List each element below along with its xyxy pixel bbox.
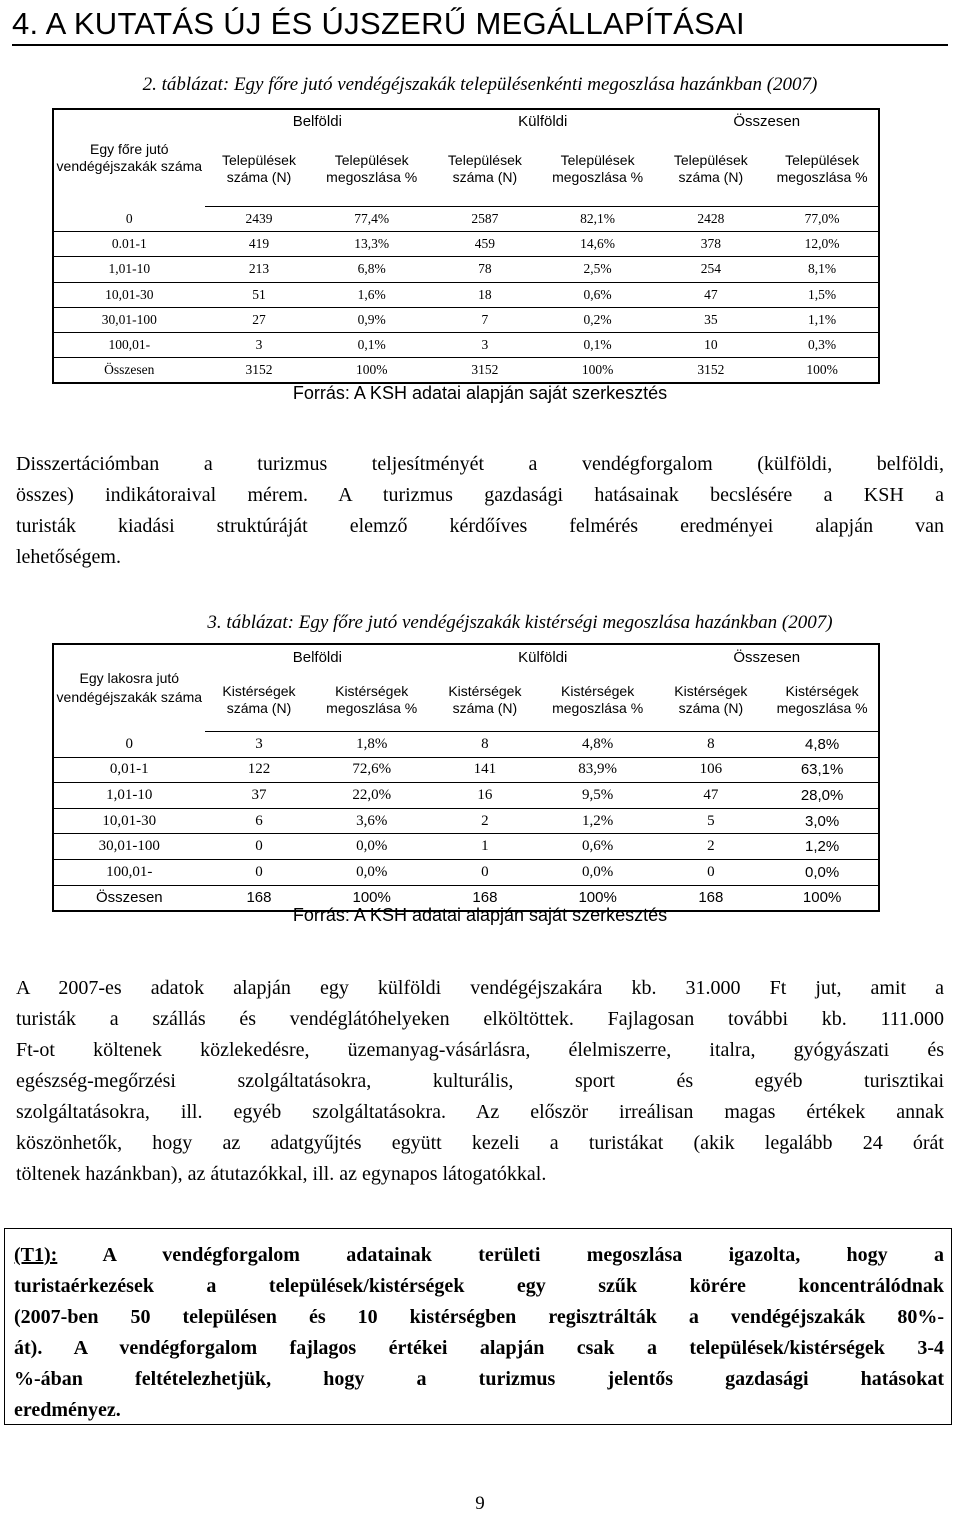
table-cell: 1,2% — [766, 834, 879, 860]
table-cell: 18 — [430, 282, 540, 307]
row-label: Összesen — [104, 362, 155, 378]
thesis-text — [14, 1240, 944, 1426]
table-cell: 7 — [430, 307, 540, 332]
table-cell: 419 — [205, 232, 314, 257]
text-line: Disszertációmban a turizmus teljesítményét a vendégforgalom (külföldi, belföldi, — [16, 453, 944, 475]
table2 — [52, 108, 880, 384]
text-line: töltenek hazánkban), az átutazókkal, ill. az egynapos látogatókkal. — [16, 1163, 547, 1185]
table-cell: 2428 — [655, 207, 766, 232]
table-cell: 0,6% — [540, 834, 656, 860]
table-cell: 100% — [352, 889, 391, 907]
row-label: 10,01-30 — [53, 808, 205, 834]
row-label: 100,01- — [53, 332, 205, 357]
table-cell: 3 — [430, 332, 540, 357]
table-cell: 3,6% — [313, 808, 430, 834]
table2-col-pct: Települések megoszlása % — [766, 132, 879, 207]
table-row — [53, 783, 879, 809]
table-cell: 6,8% — [313, 257, 430, 282]
table-cell: 16 — [430, 783, 540, 809]
table-row — [53, 757, 879, 783]
table-cell: 14,6% — [540, 232, 656, 257]
table-cell: 2 — [430, 808, 540, 834]
text-line: A 2007-es adatok alapján egy külföldi vendégéjszakára kb. 31.000 Ft jut, amit a — [16, 977, 944, 999]
table-cell: 78 — [430, 257, 540, 282]
table-cell: 0,9% — [313, 307, 430, 332]
table-cell: 100% — [355, 362, 388, 378]
table-cell: 254 — [655, 257, 766, 282]
table-row — [53, 732, 879, 758]
table-row — [53, 808, 879, 834]
row-label: 1,01-10 — [53, 783, 205, 809]
table2-group-osszesen: Összesen — [733, 112, 801, 130]
page-number: 9 — [475, 1493, 485, 1514]
table-cell: 51 — [205, 282, 314, 307]
table-row — [53, 859, 879, 885]
table3-col-pct: Kistérségek megoszlása % — [766, 669, 879, 732]
table-cell: 141 — [430, 757, 540, 783]
table-cell: 22,0% — [313, 783, 430, 809]
table3-col-n: Kistérségek száma (N) — [655, 669, 766, 732]
table-cell: 1 — [430, 834, 540, 860]
table-cell: 77,4% — [313, 207, 430, 232]
text-line: köszönhetők, hogy az adatgyűjtés együtt kezeli a turistákat (akik legalább 24 órát — [16, 1132, 944, 1154]
paragraph-2 — [16, 973, 944, 1190]
table3-col-pct: Kistérségek megoszlása % — [313, 669, 430, 732]
row-label: 0 — [53, 732, 205, 758]
table-cell: 8,1% — [766, 257, 879, 282]
table-row — [53, 332, 879, 357]
table2-col-n: Települések száma (N) — [205, 132, 314, 207]
table-cell: 100% — [581, 362, 614, 378]
table-cell: 37 — [205, 783, 314, 809]
table-cell: 2587 — [430, 207, 540, 232]
table-cell: 1,6% — [313, 282, 430, 307]
table-cell: 5 — [655, 808, 766, 834]
table3-col-n: Kistérségek száma (N) — [430, 669, 540, 732]
table-cell: 10 — [655, 332, 766, 357]
table2-group-kulfoldi: Külföldi — [518, 112, 568, 130]
table-cell: 100% — [802, 889, 842, 907]
table-cell: 1,1% — [766, 307, 879, 332]
table-cell: 100% — [806, 362, 838, 378]
table-row — [53, 257, 879, 282]
table-cell: 0,0% — [540, 859, 656, 885]
table-cell: 0,2% — [540, 307, 656, 332]
row-label: 30,01-100 — [53, 834, 205, 860]
table-row — [53, 307, 879, 332]
table-cell: 3,0% — [766, 808, 879, 834]
table-row-total — [53, 358, 879, 384]
table2-caption: 2. táblázat: Egy főre jutó vendégéjszakák településenkénti megoszlása hazánkban (2007) — [142, 74, 818, 95]
table-cell: 35 — [655, 307, 766, 332]
text-line: turisták kiadási struktúráját elemző kérdőíves felmérés eredményei alapján van — [16, 515, 944, 537]
table3-caption: 3. táblázat: Egy főre jutó vendégéjszakák kistérségi megoszlása hazánkban (2007) — [207, 612, 833, 633]
text-line: összes) indikátoraival mérem. A turizmus gazdasági hatásainak becslésére a KSH a — [16, 484, 944, 506]
table3-body — [53, 732, 879, 912]
row-label: Összesen — [95, 889, 163, 907]
table-cell: 4,8% — [766, 732, 879, 758]
table3-group-osszesen: Összesen — [733, 648, 801, 666]
table-cell: 2,5% — [540, 257, 656, 282]
table-cell: 83,9% — [540, 757, 656, 783]
table-cell: 0,1% — [313, 332, 430, 357]
table-cell: 0,0% — [313, 859, 430, 885]
table3-col-n: Kistérségek száma (N) — [205, 669, 314, 732]
table-cell: 63,1% — [766, 757, 879, 783]
table-cell: 3152 — [471, 362, 499, 378]
row-label: 30,01-100 — [53, 307, 205, 332]
table-cell: 122 — [205, 757, 314, 783]
table-cell: 47 — [655, 783, 766, 809]
table-cell: 106 — [655, 757, 766, 783]
table-cell: 0,6% — [540, 282, 656, 307]
thesis-line-text: A vendégforgalom adatainak területi megoszlása igazolta, hogy a — [102, 1244, 944, 1266]
table3 — [52, 643, 880, 912]
text-line: Ft-ot költenek közlekedésre, üzemanyag-vásárlásra, élelmiszerre, italra, gyógyászati és — [16, 1039, 944, 1061]
text-line: egészség-megőrzési szolgáltatásokra, kulturális, sport és egyéb turisztikai — [16, 1070, 944, 1092]
table-cell: 100% — [578, 889, 617, 907]
table2-corner-header: Egy főre jutó vendégéjszakák száma — [56, 141, 203, 175]
table-cell: 3 — [205, 332, 314, 357]
table-cell: 1,5% — [766, 282, 879, 307]
table-cell: 9,5% — [540, 783, 656, 809]
table-cell: 0,0% — [766, 859, 879, 885]
table-cell: 47 — [655, 282, 766, 307]
table-cell: 3152 — [697, 362, 725, 378]
table-cell: 0,3% — [766, 332, 879, 357]
thesis-label: (T1): — [14, 1244, 58, 1266]
table-cell: 12,0% — [766, 232, 879, 257]
table-cell: 3 — [205, 732, 314, 758]
table-cell: 27 — [205, 307, 314, 332]
row-label: 10,01-30 — [53, 282, 205, 307]
table2-col-n: Települések száma (N) — [655, 132, 766, 207]
text-line: lehetőségem. — [16, 546, 121, 568]
table-row — [53, 282, 879, 307]
table2-group-belfoldi: Belföldi — [292, 112, 342, 130]
table-cell: 8 — [655, 732, 766, 758]
table2-source: Forrás: A KSH adatai alapján saját szerkesztés — [292, 383, 668, 403]
table-cell: 213 — [205, 257, 314, 282]
table-cell: 13,3% — [313, 232, 430, 257]
section-heading: 4. A KUTATÁS ÚJ ÉS ÚJSZERŰ MEGÁLLAPÍTÁSAI — [12, 6, 948, 46]
table-row — [53, 207, 879, 232]
table-cell: 0,0% — [313, 834, 430, 860]
table2-col-pct: Települések megoszlása % — [313, 132, 430, 207]
table-cell: 6 — [205, 808, 314, 834]
text-line: át). A vendégforgalom fajlagos értékei alapján csak a települések/kistérségek 3-4 — [14, 1337, 944, 1359]
table-cell: 77,0% — [766, 207, 879, 232]
row-label: 1,01-10 — [53, 257, 205, 282]
table-cell: 1,8% — [313, 732, 430, 758]
text-line: %-ában feltételezhetjük, hogy a turizmus jelentős gazdasági hatásokat — [14, 1368, 944, 1390]
table-cell: 2 — [655, 834, 766, 860]
table-cell: 459 — [430, 232, 540, 257]
table-cell: 72,6% — [313, 757, 430, 783]
row-label: 0 — [53, 207, 205, 232]
row-label: 0.01-1 — [53, 232, 205, 257]
text-line: (2007-ben 50 településen és 10 kistérségben regisztrálták a vendégéjszakák 80%- — [14, 1306, 944, 1328]
table3-col-pct: Kistérségek megoszlása % — [540, 669, 656, 732]
table-cell: 168 — [246, 889, 272, 907]
table-cell: 0 — [655, 859, 766, 885]
text-line: turistaérkezések a települések/kistérségek egy szűk körére koncentrálódnak — [14, 1275, 944, 1297]
table-cell: 168 — [472, 889, 498, 907]
table-row — [53, 232, 879, 257]
table3-group-kulfoldi: Külföldi — [518, 648, 568, 666]
table-cell: 3152 — [245, 362, 273, 378]
table-cell: 0,1% — [540, 332, 656, 357]
table-cell: 378 — [655, 232, 766, 257]
table-cell: 8 — [430, 732, 540, 758]
text-line: eredményez. — [14, 1399, 121, 1421]
table3-group-belfoldi: Belföldi — [292, 648, 342, 666]
table2-body — [53, 207, 879, 384]
table2-col-n: Települések száma (N) — [430, 132, 540, 207]
table-cell: 4,8% — [540, 732, 656, 758]
table-cell: 28,0% — [766, 783, 879, 809]
row-label: 100,01- — [53, 859, 205, 885]
paragraph-1 — [16, 449, 944, 573]
text-line: szolgáltatásokra, ill. egyéb szolgáltatásokra. Az először irreálisan magas értékek annak — [16, 1101, 944, 1123]
table-cell: 2439 — [205, 207, 314, 232]
text-line — [14, 1240, 944, 1271]
table-row — [53, 834, 879, 860]
table3-corner-header: Egy lakosra jutó vendégéjszakák száma — [56, 670, 203, 706]
table-cell: 168 — [698, 889, 724, 907]
table3-source: Forrás: A KSH adatai alapján saját szerkesztés — [292, 905, 668, 925]
table2-col-pct: Települések megoszlása % — [540, 132, 656, 207]
text-line: turisták a szállás és vendéglátóhelyeken elköltöttek. Fajlagosan további kb. 111.000 — [16, 1008, 944, 1030]
table-cell: 1,2% — [540, 808, 656, 834]
table-cell: 0 — [430, 859, 540, 885]
table-cell: 0 — [205, 859, 314, 885]
table-cell: 82,1% — [540, 207, 656, 232]
table-cell: 0 — [205, 834, 314, 860]
row-label: 0,01-1 — [53, 757, 205, 783]
